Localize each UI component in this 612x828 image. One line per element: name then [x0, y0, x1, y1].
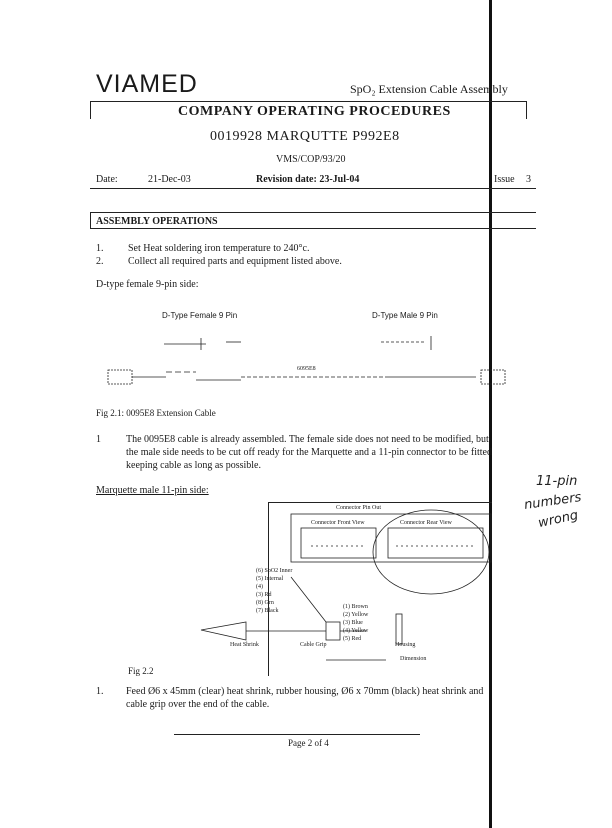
bottom-label: Cable Grip	[300, 642, 327, 648]
header-rule	[90, 101, 526, 102]
housing-shape	[326, 622, 340, 640]
callout: (3) Rd	[256, 592, 272, 598]
pinout-box-title: Connector Pin Out	[336, 505, 381, 511]
step-number: 2.	[96, 256, 104, 267]
step-text: Collect all required parts and equipment listed above.	[128, 256, 342, 267]
doc-code: VMS/COP/93/20	[276, 154, 346, 165]
front-view-label: Connector Front View	[311, 520, 365, 526]
step-text: Feed Ø6 x 45mm (clear) heat shrink, rubber housing, Ø6 x 70mm (black) heat shrink and	[126, 686, 484, 697]
dtype-heading: D-type female 9-pin side:	[96, 279, 199, 290]
step-number: 1.	[96, 686, 104, 697]
callout: (3) Blue	[343, 620, 363, 626]
fig2-caption: Fig 2.2	[128, 666, 154, 676]
callout: (5) Internal	[256, 576, 284, 582]
grip-shape	[396, 614, 402, 644]
step-number: 1.	[96, 243, 104, 254]
female-connector-shape	[108, 370, 132, 384]
issue-value: 3	[526, 174, 531, 185]
front-view-panel	[301, 528, 376, 558]
cable-diagram	[96, 322, 516, 402]
callout: (1) Brown	[343, 604, 368, 610]
revision-date: Revision date: 23-Jul-04	[256, 174, 360, 185]
handwritten-note: wrong	[536, 507, 580, 532]
callout: (6) SpO2 Inner	[256, 568, 293, 574]
callout: (4) Yellow	[343, 628, 369, 634]
section-rule-top	[90, 212, 536, 213]
cable-end-shape	[201, 622, 246, 640]
para-number: 1	[96, 434, 101, 445]
date-label: Date:	[96, 174, 118, 185]
page-number: Page 2 of 4	[288, 738, 329, 748]
handwritten-note: 11-pin	[536, 474, 578, 489]
marquette-heading: Marquette male 11-pin side:	[96, 485, 209, 496]
date-value: 21-Dec-03	[148, 174, 191, 185]
bottom-label: Heat Shrink	[230, 642, 259, 648]
section-title: ASSEMBLY OPERATIONS	[96, 216, 218, 227]
rear-view-panel	[388, 528, 483, 558]
para-line: keeping cable as long as possible.	[126, 460, 261, 471]
document-header-title: SpO₂ Extension Cable Assembly	[350, 82, 508, 96]
section-rule-bottom	[90, 228, 536, 229]
callout: (4)	[256, 584, 263, 590]
fig1-left-label: D-Type Female 9 Pin	[162, 311, 238, 320]
meta-rule	[90, 188, 536, 189]
male-connector-shape	[481, 370, 505, 384]
callout: (8) Grn	[256, 600, 274, 606]
handwritten-note: numbers	[523, 490, 583, 513]
connector-diagram	[96, 502, 516, 682]
company-logo: VIAMED	[96, 70, 198, 98]
fig1-right-label: D-Type Male 9 Pin	[372, 311, 438, 320]
header-frame-right	[526, 101, 527, 119]
doc-title: COMPANY OPERATING PROCEDURES	[178, 104, 451, 119]
length-label: Dimension	[400, 656, 427, 662]
section-frame-left	[90, 212, 91, 228]
header-frame-left	[90, 101, 91, 119]
para-line: The 0095E8 cable is already assembled. The female side does not need to be modified, but	[126, 434, 489, 445]
callout: (7) Black	[256, 608, 279, 614]
doc-subtitle: 0019928 MARQUTTE P992E8	[210, 129, 400, 144]
fig1-caption: Fig 2.1: 0095E8 Extension Cable	[96, 408, 216, 418]
callout: (2) Yellow	[343, 612, 369, 618]
issue-label: Issue	[494, 174, 515, 185]
fig1-mid-label: 6095E8	[297, 366, 316, 372]
step-text: cable grip over the end of the cable.	[126, 699, 270, 710]
step-text: Set Heat soldering iron temperature to 240°c.	[128, 243, 310, 254]
scan-artifact-line	[489, 0, 492, 828]
bottom-label: Housing	[395, 642, 416, 648]
footer-rule	[174, 734, 420, 735]
callout: (5) Red	[343, 636, 362, 642]
para-line: the male side needs to be cut off ready for the Marquette and a 11-pin connector to be fitted	[126, 447, 492, 458]
rear-view-label: Connector Rear View	[400, 520, 452, 526]
